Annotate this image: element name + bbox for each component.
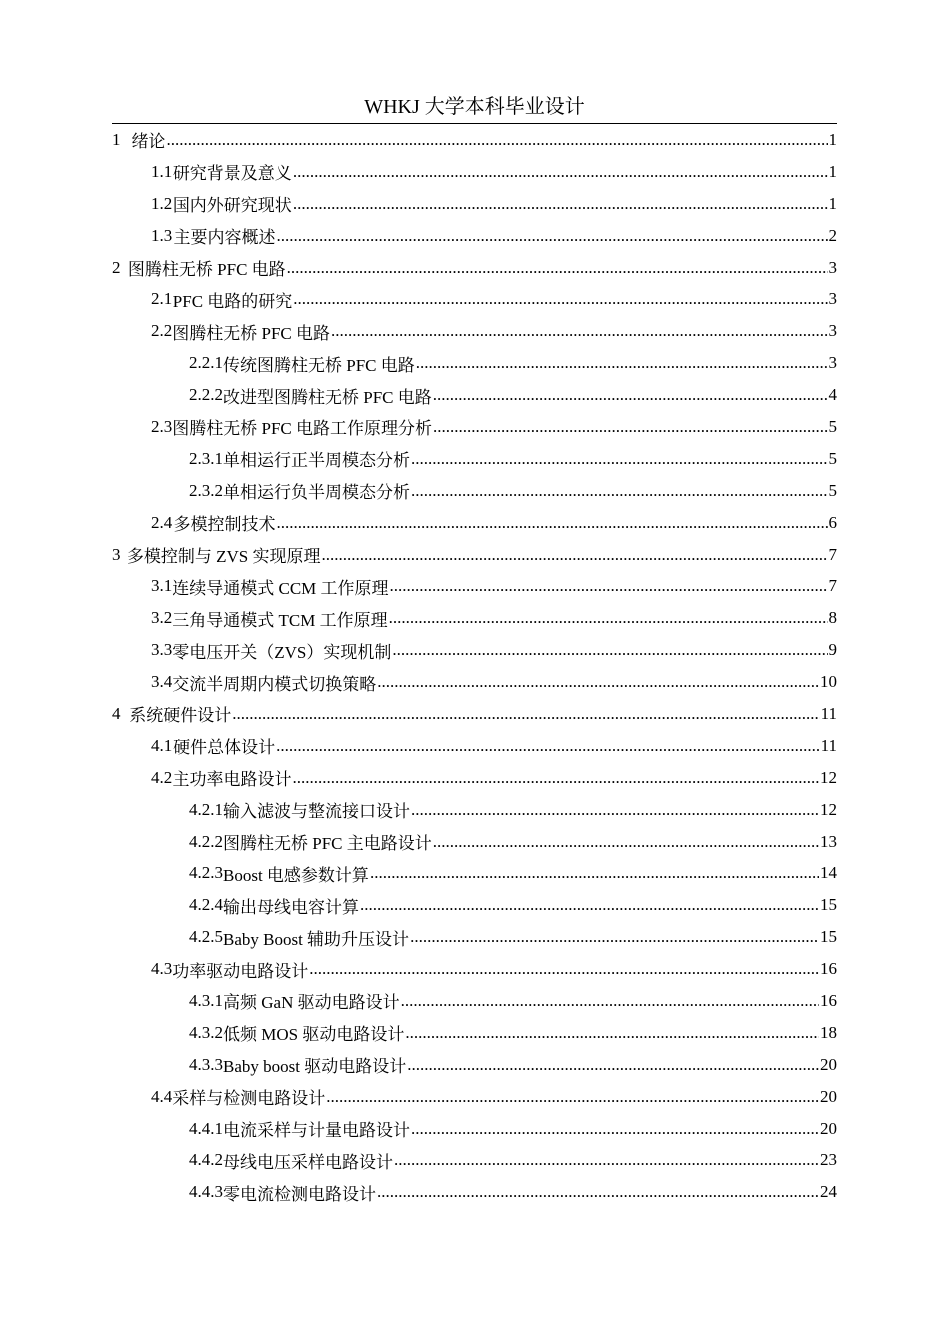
toc-dot-leader (405, 1023, 819, 1043)
toc-entry-number: 4.2.2 (189, 831, 223, 851)
toc-entry-title: 零电流检测电路设计 (223, 1184, 376, 1204)
toc-entry-number: 1.3 (151, 225, 173, 245)
toc-entry-page-number: 8 (828, 608, 837, 628)
toc-entry-page-number: 20 (820, 1086, 837, 1106)
toc-dot-leader (276, 736, 819, 756)
toc-entry[interactable] (112, 539, 837, 571)
toc-dot-leader (360, 895, 819, 915)
toc-entry-page-number: 15 (820, 895, 837, 915)
toc-entry-number: 2.2 (151, 321, 173, 341)
toc-entry-number: 4.4.3 (189, 1182, 223, 1202)
toc-entry-title: 低频 MOS 驱动电路设计 (223, 1025, 405, 1045)
toc-entry-page-number: 3 (828, 321, 837, 341)
toc-entry-title: 多模控制与 ZVS 实现原理 (126, 547, 321, 567)
toc-entry-number: 4.2.1 (189, 799, 223, 819)
toc-entry-page-number: 11 (820, 703, 837, 723)
toc-entry[interactable] (112, 985, 837, 1017)
toc-entry-page-number: 11 (820, 735, 837, 755)
toc-entry-title: 零电压开关（ZVS）实现机制 (172, 642, 392, 662)
toc-entry-number: 4.3.2 (189, 1022, 223, 1042)
toc-entry-number: 4.3.3 (189, 1054, 223, 1074)
toc-dot-leader (411, 1119, 819, 1139)
toc-entry-number: 2.4 (151, 512, 173, 532)
toc-dot-leader (293, 289, 827, 309)
toc-entry-number: 4.4 (151, 1086, 173, 1106)
toc-entry-number: 4 (112, 703, 121, 723)
toc-dot-leader (392, 640, 827, 660)
toc-entry-number: 3.3 (151, 640, 173, 660)
toc-entry[interactable] (112, 889, 837, 921)
toc-entry[interactable] (112, 124, 837, 156)
toc-entry-number: 2.3.2 (189, 480, 223, 500)
toc-entry-number: 4.2.5 (189, 927, 223, 947)
toc-dot-leader (232, 704, 819, 724)
toc-entry-page-number: 16 (820, 990, 837, 1010)
toc-entry[interactable] (112, 921, 837, 953)
toc-entry-page-number: 3 (828, 353, 837, 373)
toc-dot-leader (411, 800, 819, 820)
toc-entry-title: 传统图腾柱无桥 PFC 电路 (223, 355, 415, 375)
toc-entry-title: 硬件总体设计 (173, 738, 276, 758)
toc-entry-page-number: 20 (820, 1054, 837, 1074)
toc-entry[interactable] (112, 666, 837, 698)
toc-entry-title: 连续导通模式 CCM 工作原理 (172, 578, 389, 598)
toc-entry-number: 3 (112, 544, 121, 564)
toc-entry-number: 4.2.4 (189, 895, 223, 915)
toc-entry-page-number: 18 (820, 1022, 837, 1042)
toc-entry[interactable] (112, 1081, 837, 1113)
toc-dot-leader (411, 449, 828, 469)
toc-entry-title: 图腾柱无桥 PFC 电路工作原理分析 (172, 419, 432, 439)
toc-dot-leader (377, 1182, 819, 1202)
toc-entry[interactable] (112, 507, 837, 539)
toc-entry-number: 3.1 (151, 576, 173, 596)
toc-entry-number: 4.3.1 (189, 990, 223, 1010)
toc-entry-page-number: 16 (820, 959, 837, 979)
toc-entry-title: 绪论 (131, 132, 166, 152)
toc-entry[interactable] (112, 315, 837, 347)
toc-entry-number: 2.2.1 (189, 353, 223, 373)
toc-entry-page-number: 14 (820, 863, 837, 883)
toc-dot-leader (309, 959, 819, 979)
toc-entry-page-number: 5 (828, 480, 837, 500)
toc-entry[interactable] (112, 953, 837, 985)
toc-entry[interactable] (112, 379, 837, 411)
toc-entry-page-number: 23 (820, 1150, 837, 1170)
toc-dot-leader (416, 353, 828, 373)
toc-dot-leader (322, 545, 828, 565)
toc-entry-page-number: 7 (828, 544, 837, 564)
toc-entry-page-number: 3 (828, 289, 837, 309)
table-of-contents (112, 124, 837, 1208)
toc-entry[interactable] (112, 602, 837, 634)
toc-dot-leader (370, 863, 819, 883)
toc-entry[interactable] (112, 634, 837, 666)
toc-entry-page-number: 4 (828, 385, 837, 405)
toc-entry-number: 2.2.2 (189, 385, 223, 405)
toc-entry-title: 主要内容概述 (173, 228, 276, 248)
toc-dot-leader (389, 608, 828, 628)
toc-entry-title: Baby boost 驱动电路设计 (223, 1057, 407, 1077)
toc-entry-number: 3.4 (151, 672, 173, 692)
toc-entry-title: 交流半周期内模式切换策略 (172, 674, 377, 694)
toc-entry-title: 三角导通模式 TCM 工作原理 (172, 610, 388, 630)
toc-entry-page-number: 13 (820, 831, 837, 851)
toc-entry-title: 采样与检测电路设计 (172, 1089, 326, 1109)
toc-entry[interactable] (112, 1145, 837, 1177)
toc-dot-leader (433, 417, 828, 437)
toc-entry-page-number: 7 (828, 576, 837, 596)
toc-dot-leader (276, 226, 827, 246)
toc-dot-leader (287, 258, 828, 278)
toc-entry-number: 3.2 (151, 608, 173, 628)
toc-entry-number: 2.3 (151, 416, 173, 436)
toc-entry-number: 4.4.2 (189, 1150, 223, 1170)
toc-entry[interactable] (112, 730, 837, 762)
toc-entry-page-number: 10 (820, 672, 837, 692)
toc-entry-number: 1.1 (151, 161, 173, 181)
toc-entry-title: 图腾柱无桥 PFC 电路 (172, 323, 330, 343)
toc-entry-title: 功率驱动电路设计 (172, 961, 309, 981)
toc-entry[interactable] (112, 857, 837, 889)
toc-entry-number: 4.1 (151, 735, 173, 755)
toc-dot-leader (401, 991, 819, 1011)
toc-entry-number: 4.2.3 (189, 863, 223, 883)
toc-entry-title: 主功率电路设计 (172, 770, 292, 790)
toc-entry-page-number: 9 (828, 640, 837, 660)
toc-entry-number: 1 (112, 129, 121, 149)
toc-entry-number: 4.4.1 (189, 1118, 223, 1138)
toc-entry[interactable] (112, 794, 837, 826)
toc-dot-leader (377, 672, 819, 692)
toc-entry-title: 图腾柱无桥 PFC 电路 (127, 260, 286, 279)
toc-dot-leader (292, 768, 819, 788)
toc-entry-page-number: 1 (828, 129, 837, 149)
toc-dot-leader (433, 385, 828, 405)
toc-entry-title: 改进型图腾柱无桥 PFC 电路 (223, 387, 432, 407)
toc-entry[interactable] (112, 570, 837, 602)
toc-entry-number: 4.2 (151, 767, 173, 787)
toc-entry[interactable] (112, 1176, 837, 1208)
toc-entry[interactable] (112, 283, 837, 315)
toc-entry-number: 1.2 (151, 193, 173, 213)
toc-entry-title: Boost 电感参数计算 (223, 865, 369, 885)
toc-entry-page-number: 6 (828, 512, 837, 532)
toc-entry-title: 母线电压采样电路设计 (223, 1152, 393, 1172)
toc-entry[interactable] (112, 1049, 837, 1081)
toc-entry[interactable] (112, 762, 837, 794)
toc-entry[interactable] (112, 826, 837, 858)
toc-entry-page-number: 15 (820, 927, 837, 947)
toc-entry-title: 电流采样与计量电路设计 (223, 1121, 410, 1141)
toc-entry-number: 2.3.1 (189, 448, 223, 468)
toc-entry-page-number: 1 (828, 161, 837, 181)
toc-entry[interactable] (112, 1017, 837, 1049)
toc-dot-leader (326, 1087, 819, 1107)
toc-entry[interactable] (112, 698, 837, 730)
toc-entry[interactable] (112, 252, 837, 284)
toc-dot-leader (407, 1055, 819, 1075)
toc-entry[interactable] (112, 443, 837, 475)
toc-entry[interactable] (112, 220, 837, 252)
page-header-title: WHKJ 大学本科毕业设计 (364, 96, 585, 118)
toc-entry-title: PFC 电路的研究 (172, 291, 293, 311)
toc-entry-title: 高频 GaN 驱动电路设计 (223, 993, 400, 1013)
toc-entry-page-number: 1 (828, 193, 837, 213)
toc-entry-page-number: 12 (820, 799, 837, 819)
toc-dot-leader (166, 130, 827, 150)
toc-entry-title: 多模控制技术 (173, 515, 276, 535)
toc-dot-leader (411, 481, 828, 501)
toc-entry-page-number: 2 (828, 225, 837, 245)
toc-entry-number: 4.3 (151, 959, 173, 979)
toc-entry-page-number: 5 (828, 416, 837, 436)
toc-entry-title: 国内外研究现状 (172, 196, 292, 216)
toc-dot-leader (394, 1150, 819, 1170)
toc-dot-leader (276, 513, 827, 533)
toc-dot-leader (433, 832, 819, 852)
toc-entry-title: 系统硬件设计 (129, 706, 232, 726)
toc-entry[interactable] (112, 1113, 837, 1145)
toc-entry-title: 单相运行正半周模态分析 (223, 451, 410, 471)
toc-entry[interactable] (112, 475, 837, 507)
toc-entry-page-number: 5 (828, 448, 837, 468)
toc-entry[interactable] (112, 188, 837, 220)
toc-dot-leader (293, 194, 828, 214)
toc-entry-title: 输出母线电容计算 (223, 897, 359, 917)
toc-dot-leader (390, 576, 828, 596)
toc-entry-page-number: 20 (820, 1118, 837, 1138)
toc-dot-leader (331, 321, 828, 341)
toc-entry-number: 2 (112, 257, 121, 277)
toc-entry-title: Baby Boost 辅助升压设计 (223, 929, 410, 949)
toc-entry-title: 单相运行负半周模态分析 (223, 483, 410, 503)
toc-entry-number: 2.1 (151, 289, 173, 309)
toc-entry-title: 图腾柱无桥 PFC 主电路设计 (223, 834, 432, 854)
toc-entry[interactable] (112, 411, 837, 443)
toc-entry[interactable] (112, 347, 837, 379)
toc-dot-leader (293, 162, 828, 182)
toc-entry[interactable] (112, 156, 837, 188)
toc-entry-page-number: 3 (828, 257, 837, 277)
toc-entry-title: 研究背景及意义 (172, 164, 292, 184)
toc-dot-leader (410, 927, 819, 947)
toc-entry-page-number: 12 (820, 767, 837, 787)
toc-entry-title: 输入滤波与整流接口设计 (223, 802, 410, 822)
toc-entry-page-number: 24 (820, 1182, 837, 1202)
